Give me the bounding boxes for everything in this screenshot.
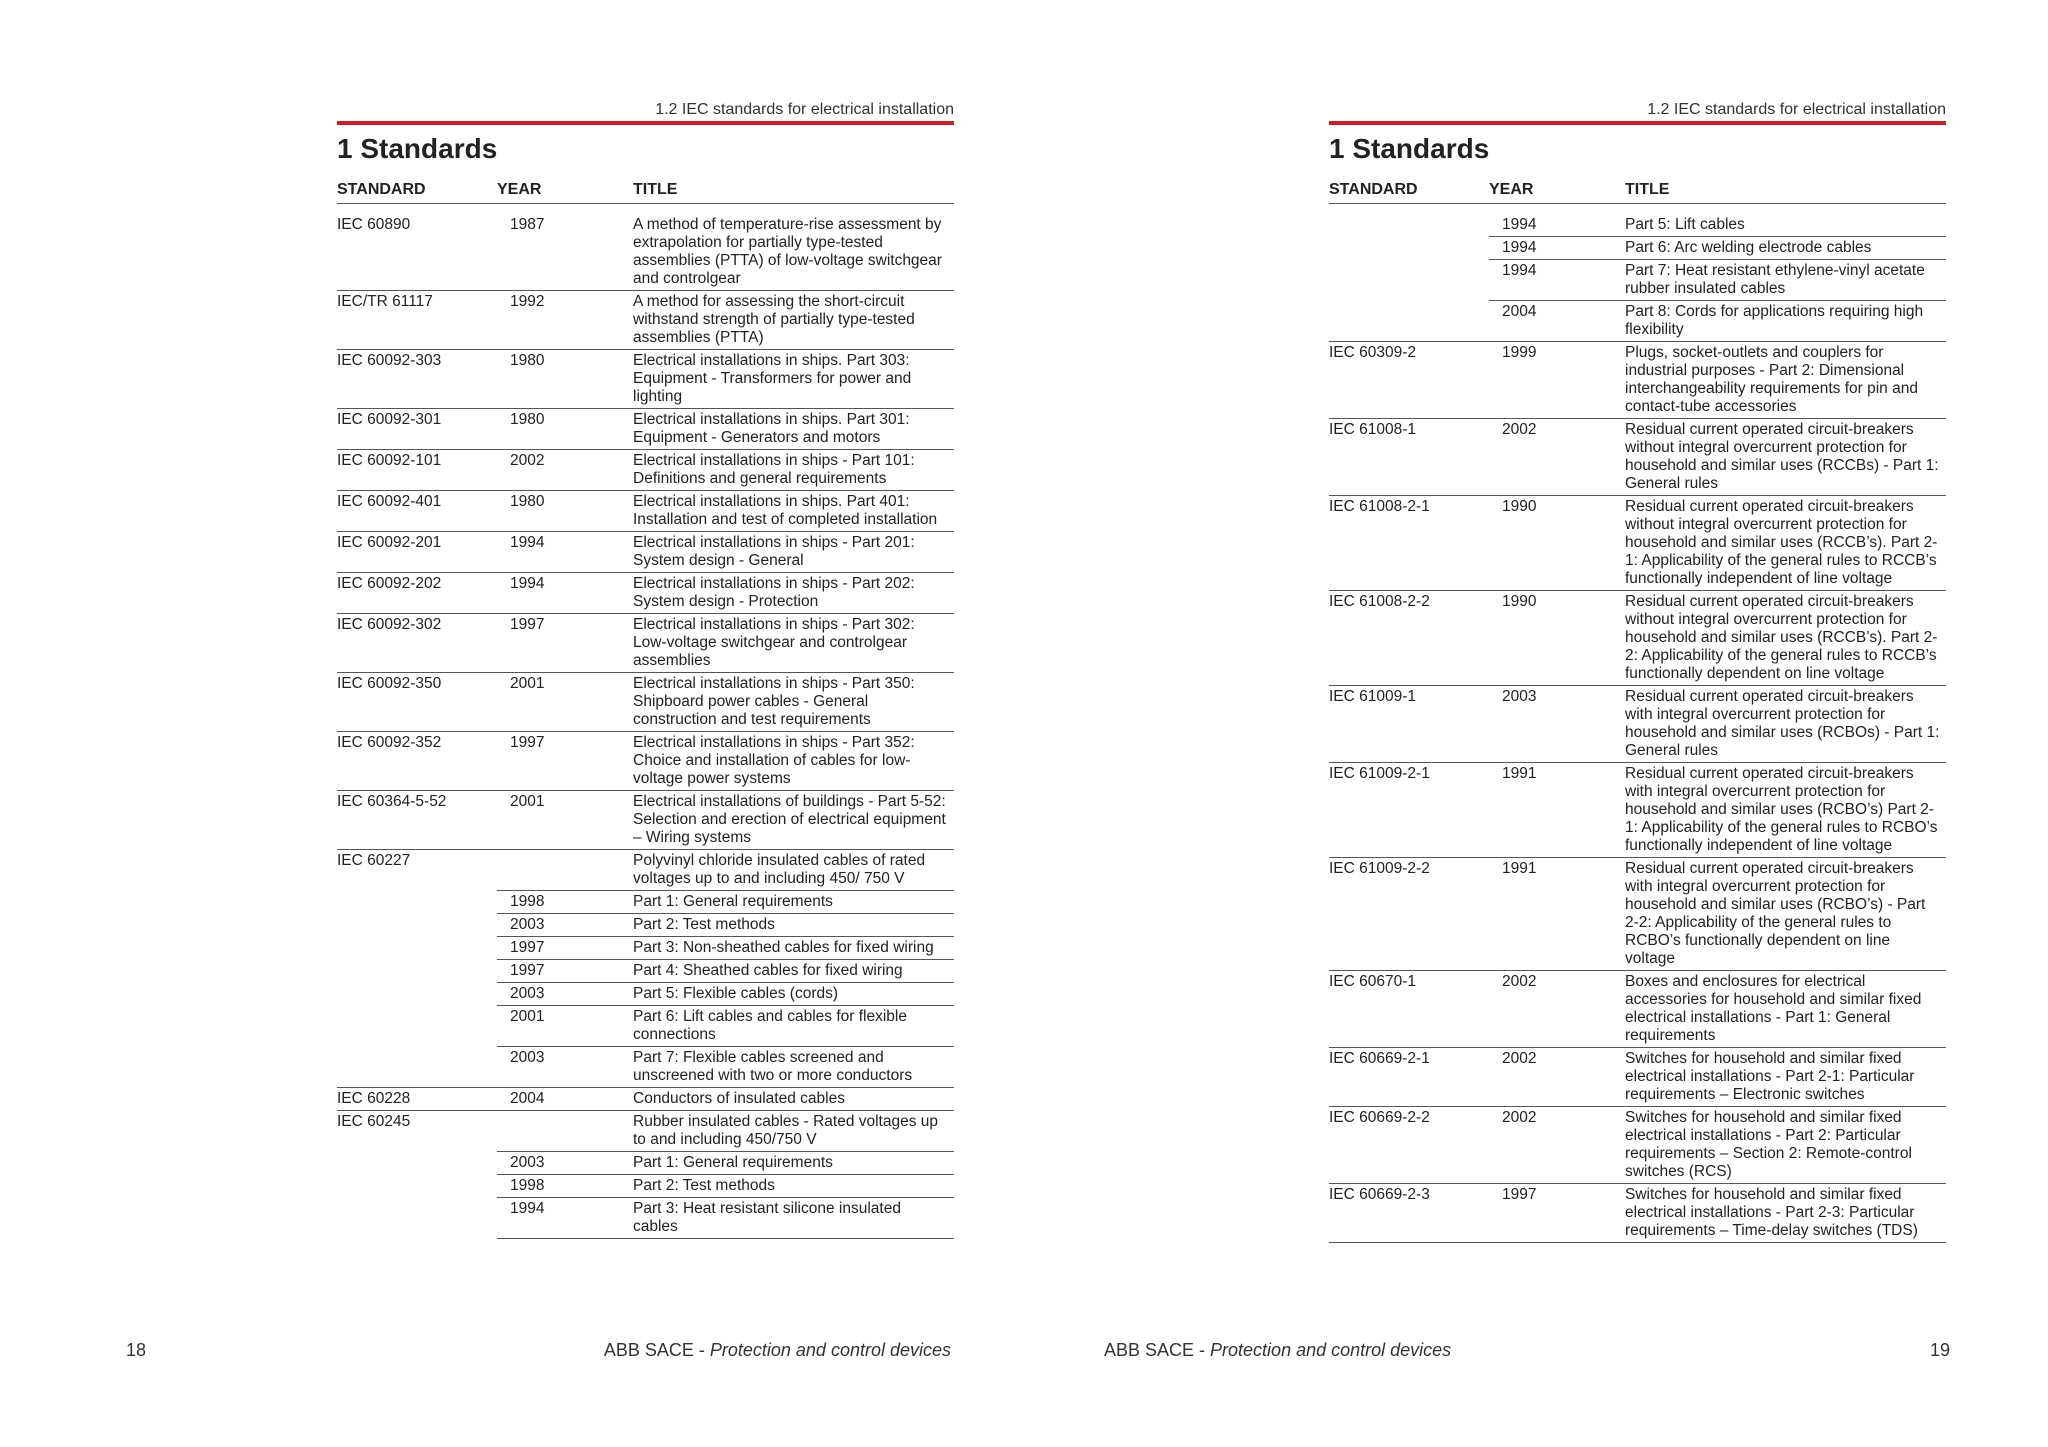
standard-cell: IEC 60092-201 (337, 532, 497, 573)
footer-brand: ABB SACE - (1104, 1340, 1211, 1360)
year-cell: 1987 (497, 204, 633, 291)
table-row (1329, 591, 1946, 686)
standard-cell: IEC 60309-2 (1329, 342, 1489, 419)
title-cell: Residual current operated circuit-breakers with integral overcurrent protection for household and similar uses (RCBOs) - Part 1: General rules (1625, 686, 1946, 763)
table-header-row (1329, 175, 1946, 204)
chapter-title: 1 Standards (1329, 133, 1490, 164)
left-content (337, 100, 954, 1239)
title-cell: Electrical installations in ships - Part 352: Choice and installation of cables for low-voltage power systems (633, 732, 954, 791)
year-cell: 1990 (1489, 591, 1625, 686)
header-title: TITLE (633, 175, 954, 204)
standard-cell: IEC 60092-352 (337, 732, 497, 791)
table-row (337, 732, 954, 791)
title-cell: Electrical installations in ships - Part 201: System design - General (633, 532, 954, 573)
table-row (1329, 260, 1946, 301)
section-header: 1.2 IEC standards for electrical installation (655, 101, 954, 118)
year-cell: 1994 (497, 573, 633, 614)
standard-cell (337, 1152, 497, 1175)
year-cell: 1997 (497, 960, 633, 983)
year-cell: 2003 (497, 1047, 633, 1088)
table-row (1329, 301, 1946, 342)
year-cell: 2002 (1489, 1048, 1625, 1107)
table-row (337, 291, 954, 350)
title-cell: Part 2: Test methods (633, 914, 954, 937)
right-content (1329, 100, 1946, 1243)
table-row (337, 409, 954, 450)
footer-italic: Protection and control devices (709, 1340, 951, 1360)
title-cell: Electrical installations in ships. Part 301: Equipment - Generators and motors (633, 409, 954, 450)
title-cell: Electrical installations in ships - Part 101: Definitions and general requirements (633, 450, 954, 491)
title-cell: Switches for household and similar fixed electrical installations - Part 2-1: Particular requirements – Electronic switches (1625, 1048, 1946, 1107)
table-row (337, 1088, 954, 1111)
table-row (337, 532, 954, 573)
table-row (337, 937, 954, 960)
year-cell: 2002 (1489, 971, 1625, 1048)
table-row (337, 983, 954, 1006)
table-row (337, 1111, 954, 1152)
year-cell: 1994 (497, 532, 633, 573)
table-row (337, 450, 954, 491)
standard-cell: IEC 61008-2-1 (1329, 496, 1489, 591)
year-cell: 1980 (497, 491, 633, 532)
title-cell: Part 6: Lift cables and cables for flexible connections (633, 1006, 954, 1047)
year-cell (497, 1111, 633, 1152)
year-cell: 2004 (1489, 301, 1625, 342)
page-number: 18 (126, 1340, 147, 1360)
table-row (337, 1198, 954, 1239)
year-cell: 2003 (1489, 686, 1625, 763)
red-rule (1329, 121, 1946, 125)
year-cell: 1994 (1489, 237, 1625, 260)
title-cell: Part 3: Non-sheathed cables for fixed wiring (633, 937, 954, 960)
table-row (337, 1175, 954, 1198)
title-cell: Electrical installations in ships. Part 401: Installation and test of completed installation (633, 491, 954, 532)
standard-cell: IEC 60669-2-2 (1329, 1107, 1489, 1184)
table-row (337, 914, 954, 937)
year-cell: 1997 (497, 937, 633, 960)
table-row (337, 1152, 954, 1175)
footer (604, 1340, 951, 1361)
title-cell: Conductors of insulated cables (633, 1088, 954, 1111)
table-row (1329, 496, 1946, 591)
standard-cell: IEC 61009-2-2 (1329, 858, 1489, 971)
title-cell: Part 4: Sheathed cables for fixed wiring (633, 960, 954, 983)
standard-cell (337, 960, 497, 983)
year-cell: 1999 (1489, 342, 1625, 419)
title-cell: Electrical installations of buildings - Part 5-52: Selection and erection of electrical equipment – Wiring systems (633, 791, 954, 850)
table-row (337, 573, 954, 614)
standard-cell: IEC 60364-5-52 (337, 791, 497, 850)
table-row (1329, 971, 1946, 1048)
title-cell: Boxes and enclosures for electrical accessories for household and similar fixed electrical installations - Part 1: General requirements (1625, 971, 1946, 1048)
title-cell: Part 7: Heat resistant ethylene-vinyl acetate rubber insulated cables (1625, 260, 1946, 301)
title-cell: Part 1: General requirements (633, 1152, 954, 1175)
year-cell: 1994 (1489, 260, 1625, 301)
table-row (1329, 237, 1946, 260)
standard-cell: IEC 60670-1 (1329, 971, 1489, 1048)
year-cell: 1990 (1489, 496, 1625, 591)
year-cell: 2001 (497, 1006, 633, 1047)
standard-cell (337, 1198, 497, 1239)
table-row (337, 673, 954, 732)
header-title: TITLE (1625, 175, 1946, 204)
section-header: 1.2 IEC standards for electrical installation (1647, 101, 1946, 118)
right-page (1024, 0, 2048, 1447)
title-cell: Rubber insulated cables - Rated voltages up to and including 450/750 V (633, 1111, 954, 1152)
standards-table (1329, 175, 1946, 1243)
table-row (1329, 342, 1946, 419)
standard-cell (337, 1175, 497, 1198)
title-cell: Switches for household and similar fixed electrical installations - Part 2: Particular requirements – Section 2: Remote-control switches (RCS) (1625, 1107, 1946, 1184)
year-cell: 2002 (1489, 1107, 1625, 1184)
year-cell: 1998 (497, 1175, 633, 1198)
title-cell: Plugs, socket-outlets and couplers for industrial purposes - Part 2: Dimensional interchangeability requirements for pin and contact-tube accessories (1625, 342, 1946, 419)
standard-cell: IEC 61008-1 (1329, 419, 1489, 496)
title-cell: Part 5: Flexible cables (cords) (633, 983, 954, 1006)
year-cell: 1997 (1489, 1184, 1625, 1243)
year-cell: 1980 (497, 350, 633, 409)
title-cell: Part 8: Cords for applications requiring high flexibility (1625, 301, 1946, 342)
standard-cell: IEC 60092-301 (337, 409, 497, 450)
table-row (337, 1047, 954, 1088)
year-cell: 1997 (497, 614, 633, 673)
table-row (337, 204, 954, 291)
table-row (337, 491, 954, 532)
year-cell: 1998 (497, 891, 633, 914)
header-year: YEAR (1489, 175, 1625, 204)
table-row (1329, 204, 1946, 237)
footer (1104, 1340, 1451, 1361)
standard-cell (1329, 301, 1489, 342)
table-row (337, 791, 954, 850)
standard-cell (1329, 260, 1489, 301)
table-row (1329, 763, 1946, 858)
standards-table (337, 175, 954, 1239)
title-cell: Electrical installations in ships - Part 202: System design - Protection (633, 573, 954, 614)
title-cell: Electrical installations in ships - Part 302: Low-voltage switchgear and controlgear assemblies (633, 614, 954, 673)
standard-cell: IEC 61009-2-1 (1329, 763, 1489, 858)
year-cell: 2004 (497, 1088, 633, 1111)
title-cell: Part 7: Flexible cables screened and unscreened with two or more conductors (633, 1047, 954, 1088)
title-cell: Part 2: Test methods (633, 1175, 954, 1198)
title-cell: Residual current operated circuit-breakers without integral overcurrent protection for household and similar uses (RCCBs) - Part 1: General rules (1625, 419, 1946, 496)
table-row (1329, 1048, 1946, 1107)
standard-cell (337, 983, 497, 1006)
title-cell: Part 3: Heat resistant silicone insulated cables (633, 1198, 954, 1239)
table-row (337, 850, 954, 891)
footer-italic: Protection and control devices (1210, 1340, 1452, 1360)
page-number: 19 (1929, 1340, 1950, 1360)
year-cell (497, 850, 633, 891)
year-cell: 1997 (497, 732, 633, 791)
title-cell: Residual current operated circuit-breakers with integral overcurrent protection for household and similar uses (RCBO’s) Part 2-1: Applicability of the general rules to RCBO’s functionally independent of line voltage (1625, 763, 1946, 858)
standard-cell (337, 1006, 497, 1047)
red-rule (337, 121, 954, 125)
title-cell: Polyvinyl chloride insulated cables of rated voltages up to and including 450/ 750 V (633, 850, 954, 891)
standard-cell: IEC 60092-350 (337, 673, 497, 732)
year-cell: 2003 (497, 1152, 633, 1175)
standard-cell (1329, 204, 1489, 237)
standard-cell: IEC 60669-2-1 (1329, 1048, 1489, 1107)
year-cell: 2002 (497, 450, 633, 491)
standard-cell: IEC 60245 (337, 1113, 411, 1130)
standard-cell: IEC 60890 (337, 204, 497, 291)
standard-cell: IEC 60228 (337, 1088, 497, 1111)
title-cell: A method for assessing the short-circuit withstand strength of partially type-tested assemblies (PTTA) (633, 291, 954, 350)
table-row (1329, 419, 1946, 496)
year-cell: 2003 (497, 914, 633, 937)
standard-cell (337, 891, 497, 914)
title-cell: Residual current operated circuit-breakers without integral overcurrent protection for household and similar uses (RCCB’s). Part 2-2: Applicability of the general rules to RCCB’s functionally dependent on line voltage (1625, 591, 1946, 686)
year-cell: 2001 (497, 673, 633, 732)
year-cell: 2001 (497, 791, 633, 850)
standard-cell: IEC 60092-303 (337, 350, 497, 409)
standard-cell (337, 937, 497, 960)
title-cell: Electrical installations in ships - Part 350: Shipboard power cables - General construction and test requirements (633, 673, 954, 732)
standard-cell: IEC 60092-302 (337, 614, 497, 673)
table-row (1329, 858, 1946, 971)
title-cell: Switches for household and similar fixed electrical installations - Part 2-3: Particular requirements – Time-delay switches (TDS) (1625, 1184, 1946, 1243)
table-header-row (337, 175, 954, 204)
standard-cell: IEC 60227 (337, 852, 411, 869)
standard-cell: IEC 60669-2-3 (1329, 1184, 1489, 1243)
standard-cell: IEC/TR 61117 (337, 291, 497, 350)
table-body (337, 204, 954, 1239)
title-cell: Residual current operated circuit-breakers without integral overcurrent protection for household and similar uses (RCCB’s). Part 2-1: Applicability of the general rules to RCCB’s functionally independent of line voltage (1625, 496, 1946, 591)
table-row (1329, 1184, 1946, 1243)
year-cell: 1991 (1489, 858, 1625, 971)
table-row (337, 614, 954, 673)
standard-cell: IEC 60092-401 (337, 491, 497, 532)
title-cell: Part 6: Arc welding electrode cables (1625, 237, 1946, 260)
header-standard: STANDARD (337, 175, 497, 204)
standard-cell: IEC 60092-202 (337, 573, 497, 614)
table-row (337, 350, 954, 409)
table-row (1329, 1107, 1946, 1184)
standard-cell (337, 1047, 497, 1088)
year-cell: 2003 (497, 983, 633, 1006)
header-standard: STANDARD (1329, 175, 1489, 204)
standard-cell: IEC 60092-101 (337, 450, 497, 491)
standard-cell (1329, 237, 1489, 260)
title-cell: A method of temperature-rise assessment by extrapolation for partially type-tested assemblies (PTTA) of low-voltage switchgear and controlgear (633, 204, 954, 291)
table-row (1329, 686, 1946, 763)
header-year: YEAR (497, 175, 633, 204)
year-cell: 1994 (497, 1198, 633, 1239)
title-cell: Part 5: Lift cables (1625, 204, 1946, 237)
year-cell: 1991 (1489, 763, 1625, 858)
table-row (337, 1006, 954, 1047)
standard-cell: IEC 61008-2-2 (1329, 591, 1489, 686)
title-cell: Residual current operated circuit-breakers with integral overcurrent protection for household and similar uses (RCBO’s) - Part 2-2: Applicability of the general rules to RCBO’s functionally dependent on line voltage (1625, 858, 1946, 971)
title-cell: Electrical installations in ships. Part 303: Equipment - Transformers for power and lighting (633, 350, 954, 409)
table-row (337, 960, 954, 983)
year-cell: 2002 (1489, 419, 1625, 496)
table-row (337, 891, 954, 914)
standard-cell: IEC 61009-1 (1329, 686, 1489, 763)
standard-cell (337, 914, 497, 937)
title-cell: Part 1: General requirements (633, 891, 954, 914)
chapter-title: 1 Standards (337, 133, 498, 164)
year-cell: 1980 (497, 409, 633, 450)
table-body (1329, 204, 1946, 1243)
year-cell: 1992 (497, 291, 633, 350)
footer-brand: ABB SACE - (603, 1340, 710, 1360)
year-cell: 1994 (1489, 204, 1625, 237)
